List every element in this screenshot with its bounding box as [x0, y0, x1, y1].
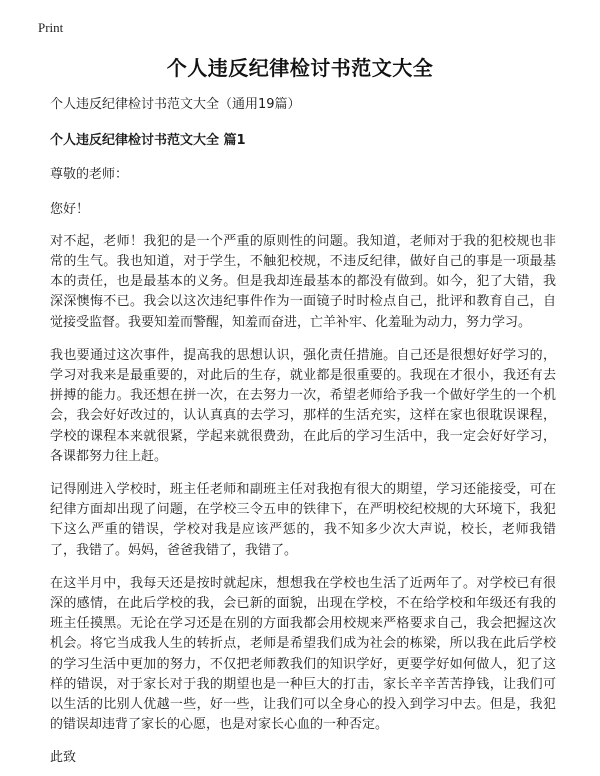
- body-paragraph-2: 我也要通过这次事件，提高我的思想认识，强化责任措施。自己还是很想好好学习的，学习对我来是最重要的，对此后的生存，就业都是很重要的。我现在才很小，我还有去拼搏的能力。我还想在拼一次，在去努力一次，希望老师给予我一个做好学生的一个机会，我会好好改过的，认认真真的去学习，那样的生活充实，这样在家也很耽误课程，学校的课程本来就很紧，学起来就很费劲，在此后的学习生活中，我一定会好好学习，各课都努力往上赶。: [50, 347, 556, 464]
- body-paragraph-4: 在这半月中，我每天还是按时就起床，想想我在学校也生活了近两年了。对学校已有很深的感情，在此后学校的我，会已新的面貌，出现在学校，不在给学校和年级还有我的班主任摸黑。无论在学习还是在别的方面我都会用校规来严格要求自己，我会把握这次机会。将它当成我人生的转折点，老师是希望我们成为社会的栋梁，所以我在此后学校的学习生活中更加的努力，不仅把老师教我们的知识学好，更要学好如何做人，犯了这样的错误，对于家长对于我的期望也是一种巨大的打击，家长辛辛苦苦挣钱，让我们可以生活的比别人优越一些，好一些，让我们可以全身心的投入到学习中去。但是，我犯的错误却违背了家长的心愿，也是对家长心血的一种否定。: [50, 575, 556, 733]
- closing-line: 此致: [50, 750, 77, 766]
- print-label[interactable]: Print: [38, 20, 64, 35]
- greeting: 您好！: [50, 201, 90, 217]
- document-title: 个人违反纪律检讨书范文大全: [166, 56, 434, 80]
- section-heading: 个人违反纪律检讨书范文大全 篇1: [50, 133, 246, 149]
- document-subtitle: 个人违反纪律检讨书范文大全（通用19篇）: [50, 97, 301, 112]
- document-body: [50, 95, 556, 769]
- body-paragraph-3: 记得刚进入学校时，班主任老师和副班主任对我抱有很大的期望，学习还能接受，可在纪律方面却出现了问题，在学校三令五申的铁律下，在严明校纪校规的大环境下，我犯下这么严重的错误，学校对我是应该严惩的，我不知多少次大声说，校长，老师我错了，我错了。妈妈，爸爸我错了，我错了。: [50, 482, 556, 558]
- body-paragraph-1: 对不起，老师！我犯的是一个严重的原则性的问题。我知道，老师对于我的犯校规也非常的生气。我也知道，对于学生，不触犯校规，不违反纪律，做好自己的事是一项最基本的责任，也是最基本的义务。但是我却连最基本的都没有做到。如今，犯了大错，我深深懊悔不已。我会以这次违纪事件作为一面镜子时时检点自己，批评和教育自己，自觉接受监督。我要知羞而警醒，知羞而奋进，亡羊补牢、化羞耻为动力，努力学习。: [50, 233, 556, 330]
- salutation: 尊敬的老师：: [50, 167, 129, 183]
